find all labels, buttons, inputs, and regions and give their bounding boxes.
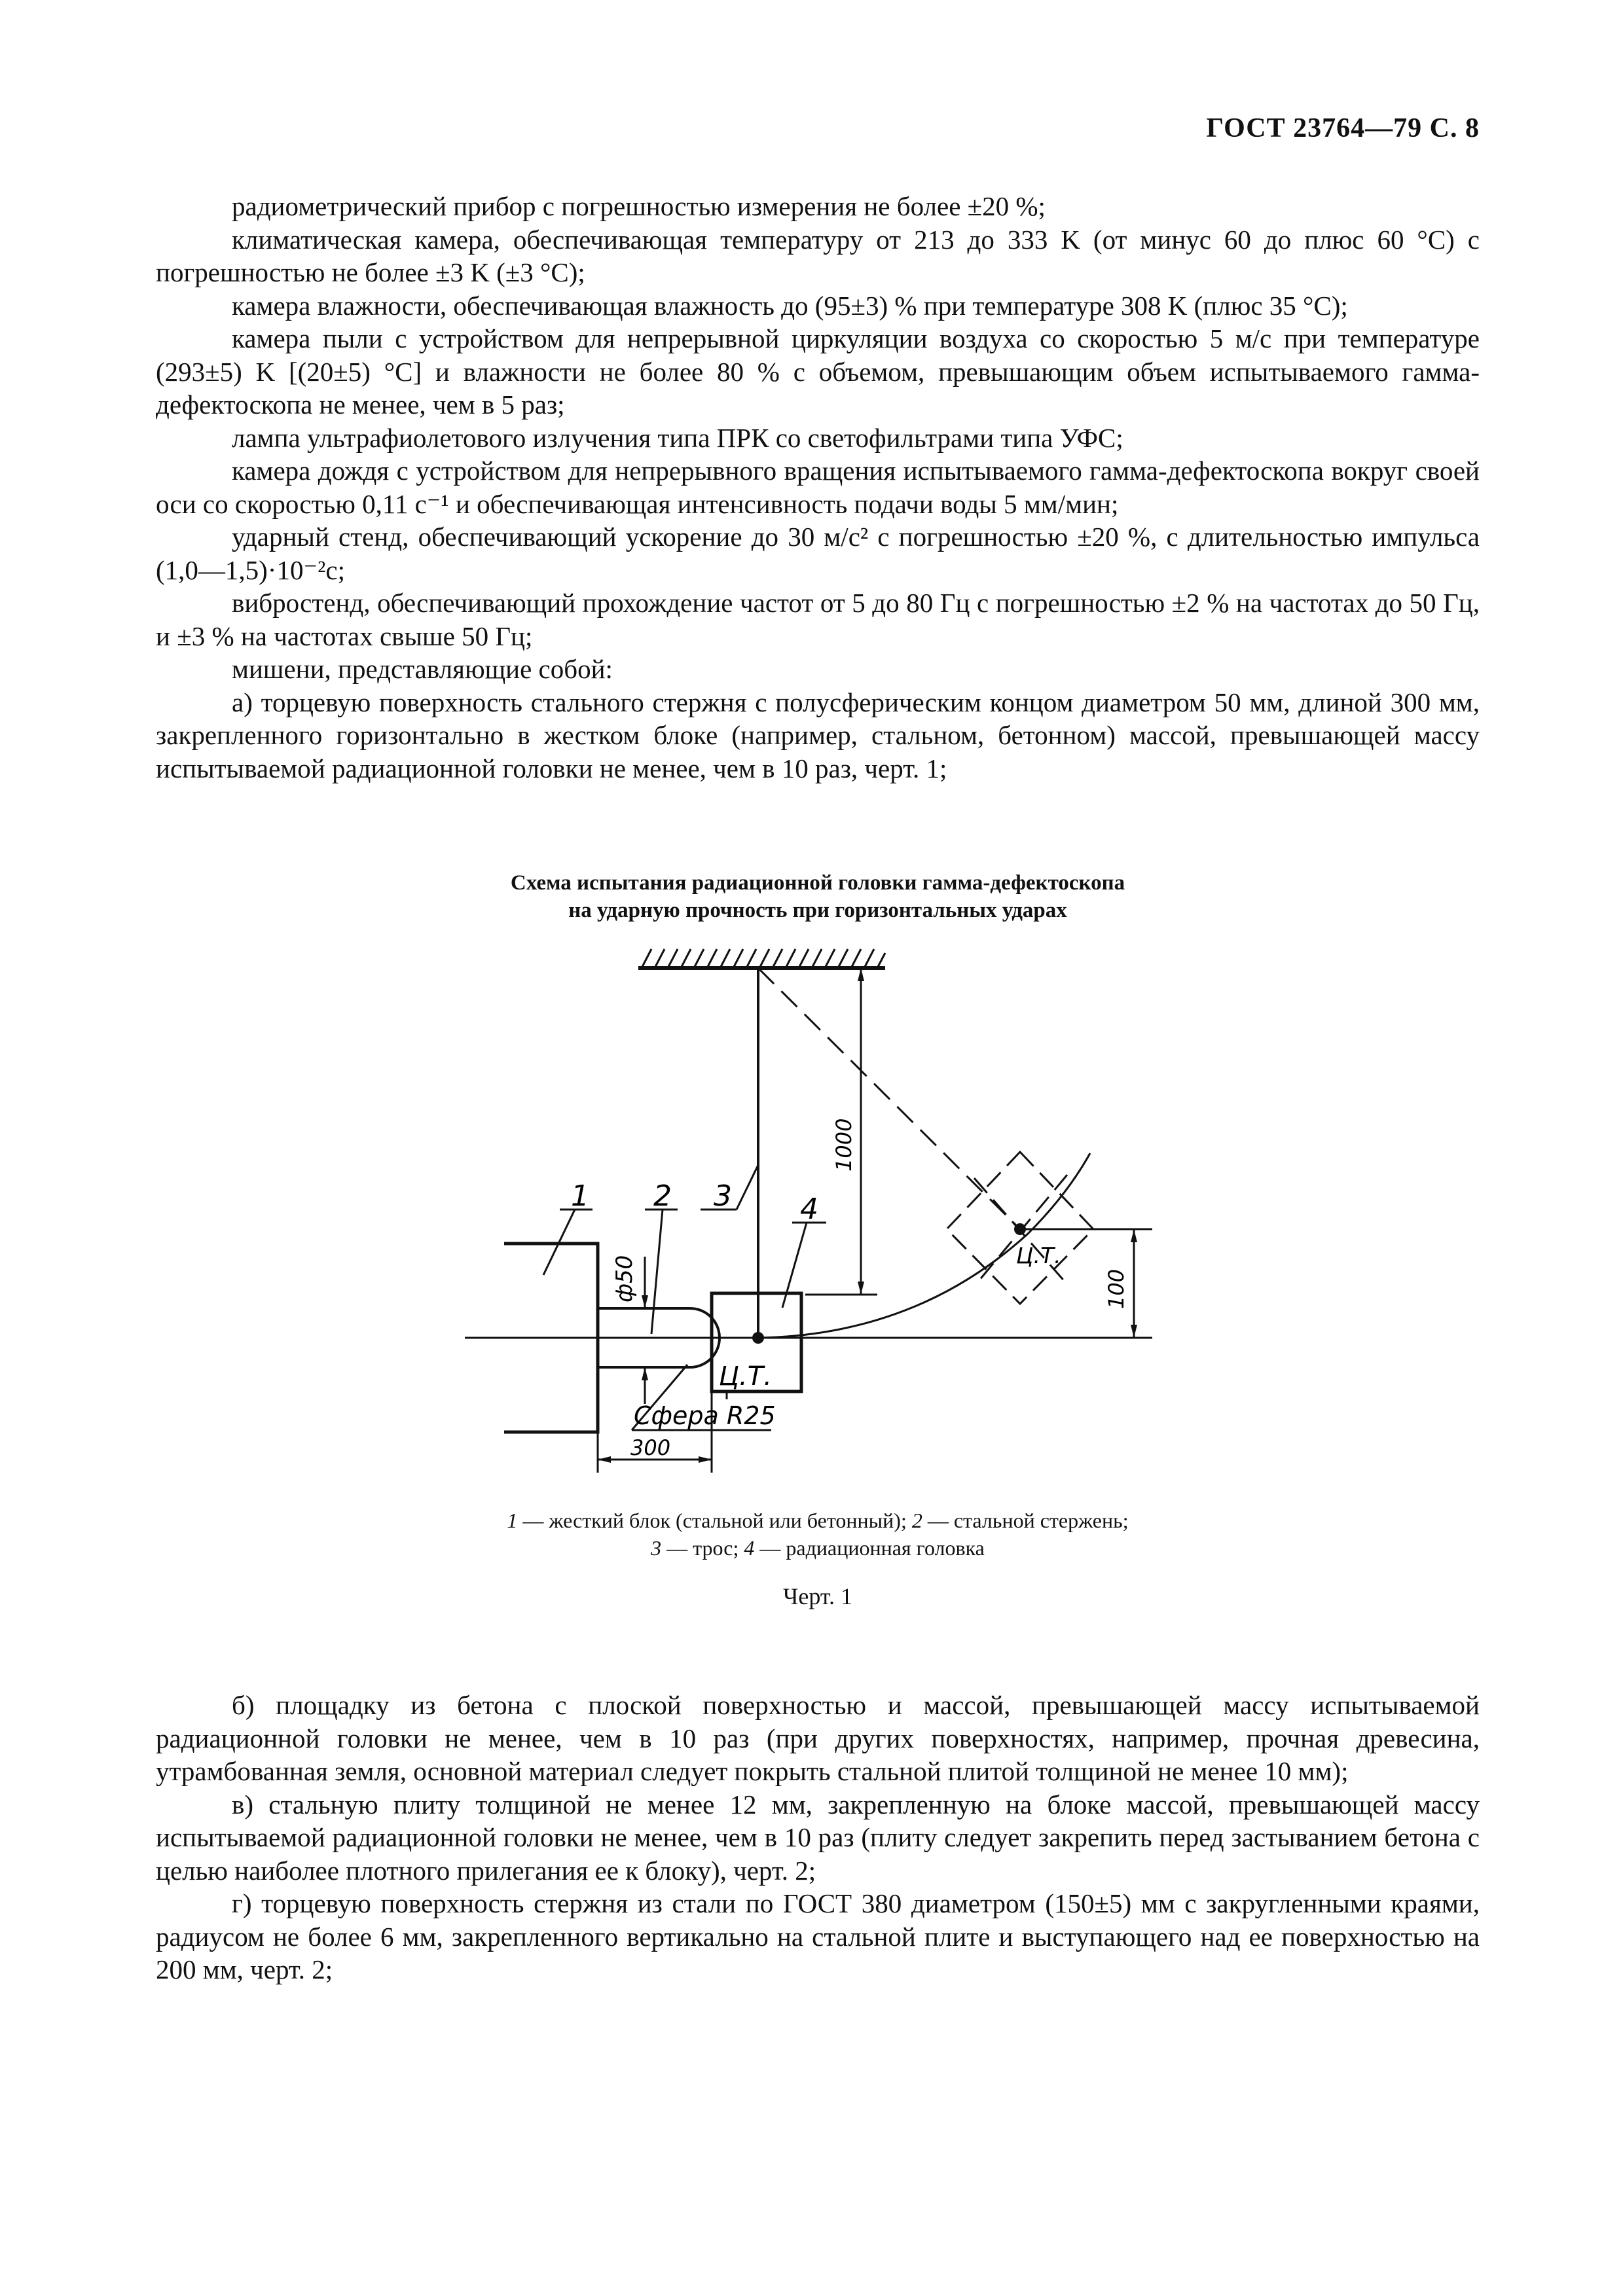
label-4: 4	[800, 1193, 818, 1226]
page-header: ГОСТ 23764—79 С. 8	[1206, 113, 1480, 143]
legend-number: 3	[651, 1536, 662, 1560]
label-2: 2	[653, 1179, 672, 1213]
leader-3	[737, 1165, 758, 1210]
label-dim-300: 300	[630, 1435, 671, 1460]
figure-number: Черт. 1	[783, 1583, 852, 1609]
paragraph: лампа ультрафиолетового излучения типа ПРК со светофильтрами типа УФС;	[232, 422, 1123, 453]
legend-text: — радиационная головка	[754, 1536, 985, 1560]
paragraph: б) площадку из бетона с плоской поверхностью и массой, превышающей массу испытываемой радиационной головки не менее, чем в 10 раз (при других поверхностях, например, прочная древесина, утрамбованная земля, основной материал следует покрыть стальной плитой толщиной не менее 10 мм);	[156, 1690, 1480, 1786]
paragraph: камера влажности, обеспечивающая влажность до (95±3) % при температуре 308 K (плюс 35 °C);	[232, 290, 1348, 321]
legend-text: — жесткий блок (стальной или бетонный);	[517, 1509, 912, 1532]
paragraph: вибростенд, обеспечивающий прохождение частот от 5 до 80 Гц с погрешностью ±2 % на частотах до 50 Гц, и ±3 % на частотах свыше 50 Гц;	[156, 588, 1480, 651]
label-dim-100: 100	[1104, 1268, 1129, 1309]
paragraph: а) торцевую поверхность стального стержня с полусферическим концом диаметром 50 мм, длиной 300 мм, закрепленного горизонтально в жестком блоке (например, стальном, бетонном) массой, превышающей массу испытываемой радиационной головки не менее, чем в 10 раз, черт. 1;	[156, 687, 1480, 783]
legend-number: 4	[744, 1536, 755, 1560]
legend-text: — стальной стержень;	[922, 1509, 1129, 1532]
paragraph: камера дождя с устройством для непрерывного вращения испытываемого гамма-дефектоскопа вокруг своей оси со скоростью 0,11 с⁻¹ и обеспечивающая интенсивность подачи воды 5 мм/мин;	[156, 456, 1480, 519]
paragraph: ударный стенд, обеспечивающий ускорение до 30 м/с² с погрешностью ±20 %, с длительностью импульса (1,0—1,5)·10⁻²с;	[156, 522, 1480, 585]
paragraph: радиометрический прибор с погрешностью измерения не более ±20 %;	[232, 191, 1046, 221]
figure-title-line: Схема испытания радиационной головки гамма-дефектоскопа	[510, 871, 1125, 895]
technical-drawing	[419, 929, 1178, 1505]
label-sphere: Сфера R25	[634, 1401, 776, 1430]
figure-title	[156, 869, 1480, 924]
label-1: 1	[571, 1179, 589, 1213]
legend-line	[156, 1507, 1480, 1534]
label-ct-swung: Ц.Т.	[1016, 1243, 1061, 1269]
centre-of-mass-point-swung	[1014, 1223, 1026, 1235]
figure-legend	[156, 1507, 1480, 1562]
legend-number: 1	[507, 1509, 518, 1532]
legend-text: — трос;	[661, 1536, 744, 1560]
paragraph: г) торцевую поверхность стержня из стали по ГОСТ 380 диаметром (150±5) мм с закругленными краями, радиусом не более 6 мм, закрепленного вертикально на стальной плите и выступающего над ее поверхностью на 200 мм, черт. 2;	[156, 1888, 1480, 1984]
leader-2	[651, 1210, 663, 1334]
label-3: 3	[714, 1179, 732, 1213]
label-dim-1000: 1000	[831, 1118, 856, 1172]
legend-number: 2	[911, 1509, 922, 1532]
figure-title-line: на ударную прочность при горизонтальных ударах	[568, 899, 1067, 922]
label-diameter: ф50	[611, 1255, 638, 1302]
paragraph: мишени, представляющие собой:	[232, 654, 613, 684]
paragraph: камера пыли с устройством для непрерывной циркуляции воздуха со скоростью 5 м/с при температуре (293±5) K [(20±5) °C] и влажности не более 80 % с объемом, превышающим объем испытываемого гамма-дефектоскопа не менее, чем в 5 раз;	[156, 323, 1480, 420]
paragraph: в) стальную плиту толщиной не менее 12 мм, закрепленную на блоке массой, превышающей массу испытываемой радиационной головки не менее, чем в 10 раз (плиту следует закрепить перед застыванием бетона с целью наиболее плотного прилегания ее к блоку), черт. 2;	[156, 1789, 1480, 1886]
centre-of-mass-point	[752, 1332, 764, 1344]
cable-swung	[758, 968, 1020, 1229]
label-ct: Ц.Т.	[719, 1361, 772, 1391]
text-block-top	[156, 190, 1480, 785]
paragraph: климатическая камера, обеспечивающая температуру от 213 до 333 K (от минус 60 до плюс 60 °C) с погрешностью не более ±3 K (±3 °C);	[156, 224, 1480, 287]
legend-line	[156, 1534, 1480, 1562]
text-block-bottom	[156, 1689, 1480, 1986]
ceiling-hatch	[642, 949, 885, 968]
